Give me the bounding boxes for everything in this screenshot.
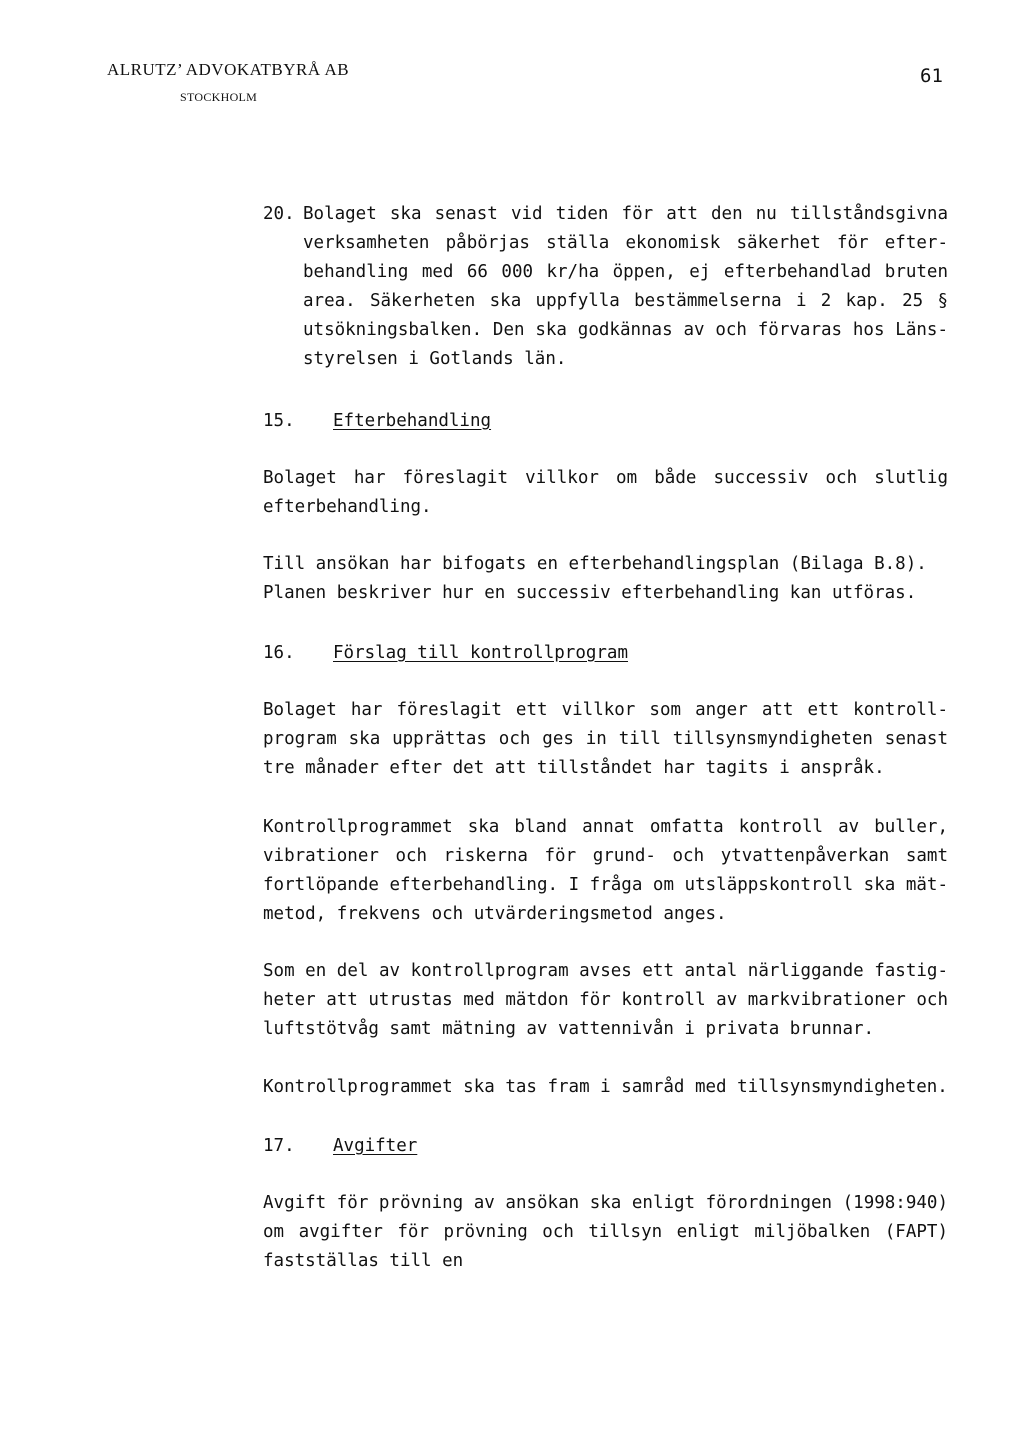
text-line: styrelsen i Gotlands län.: [303, 349, 567, 369]
text-line: Bolaget ska senast vid tiden för att den nu tillståndsgivna: [303, 204, 948, 224]
text-line: Planen beskriver hur en successiv efterbehandling kan utföras.: [263, 583, 917, 603]
section-title: Förslag till kontrollprogram: [333, 643, 629, 663]
text-line: verksamheten påbörjas ställa ekonomisk säkerhet för efter-: [303, 233, 948, 253]
text-line: metod, frekvens och utvärderingsmetod anges.: [263, 904, 727, 924]
section-16-paragraph-2: [263, 813, 948, 929]
text-line: Som en del av kontrollprogram avses ett antal närliggande fastig-: [263, 961, 948, 981]
text-line: Bolaget har föreslagit ett villkor som anger att ett kontroll-: [263, 700, 948, 720]
text-line: om avgifter för prövning och tillsyn enligt miljöbalken (FAPT): [263, 1222, 948, 1242]
text-line: tre månader efter det att tillståndet har tagits i anspråk.: [263, 758, 885, 778]
section-17-heading: [263, 1132, 417, 1161]
text-line: Kontrollprogrammet ska tas fram i samråd med tillsynsmyndigheten.: [263, 1077, 948, 1097]
text-line: luftstötvåg samt mätning av vattennivån i privata brunnar.: [263, 1019, 875, 1039]
text-line: Till ansökan har bifogats en efterbehandlingsplan (Bilaga B.8).: [263, 554, 927, 574]
section-title: Efterbehandling: [333, 411, 492, 431]
text-line: program ska upprättas och ges in till tillsynsmyndigheten senast: [263, 729, 948, 749]
firm-city: STOCKHOLM: [180, 90, 258, 104]
item-20-number: 20.: [263, 204, 295, 224]
text-line: vibrationer och riskerna för grund- och ytvattenpåverkan samt: [263, 846, 948, 866]
text-line: fastställas till en: [263, 1251, 464, 1271]
section-16-paragraph-1: [263, 696, 948, 783]
section-16-heading: [263, 639, 628, 668]
section-title: Avgifter: [333, 1136, 418, 1156]
section-16-paragraph-4: [263, 1073, 948, 1102]
text-line: Avgift för prövning av ansökan ska enligt förordningen (1998:940): [263, 1193, 948, 1213]
section-15-paragraph-2: [263, 550, 927, 608]
section-15-heading: [263, 407, 491, 436]
text-line: Bolaget har föreslagit villkor om både successiv och slutlig: [263, 468, 948, 488]
item-20-text: [303, 200, 948, 374]
text-line: Kontrollprogrammet ska bland annat omfatta kontroll av buller,: [263, 817, 948, 837]
text-line: utsökningsbalken. Den ska godkännas av och förvaras hos Läns-: [303, 320, 948, 340]
section-number: 16.: [263, 643, 295, 663]
section-number: 15.: [263, 411, 295, 431]
text-line: efterbehandling.: [263, 497, 432, 517]
section-number: 17.: [263, 1136, 295, 1156]
text-line: area. Säkerheten ska uppfylla bestämmelserna i 2 kap. 25 §: [303, 291, 948, 311]
section-17-paragraph-1: [263, 1189, 948, 1276]
page-number: 61: [920, 65, 943, 87]
section-15-paragraph-1: [263, 464, 948, 522]
text-line: behandling med 66 000 kr/ha öppen, ej efterbehandlad bruten: [303, 262, 948, 282]
text-line: fortlöpande efterbehandling. I fråga om utsläppskontroll ska mät-: [263, 875, 948, 895]
text-line: heter att utrustas med mätdon för kontroll av markvibrationer och: [263, 990, 948, 1010]
firm-name: ALRUTZ’ ADVOKATBYRÅ AB: [107, 60, 350, 79]
section-16-paragraph-3: [263, 957, 948, 1044]
